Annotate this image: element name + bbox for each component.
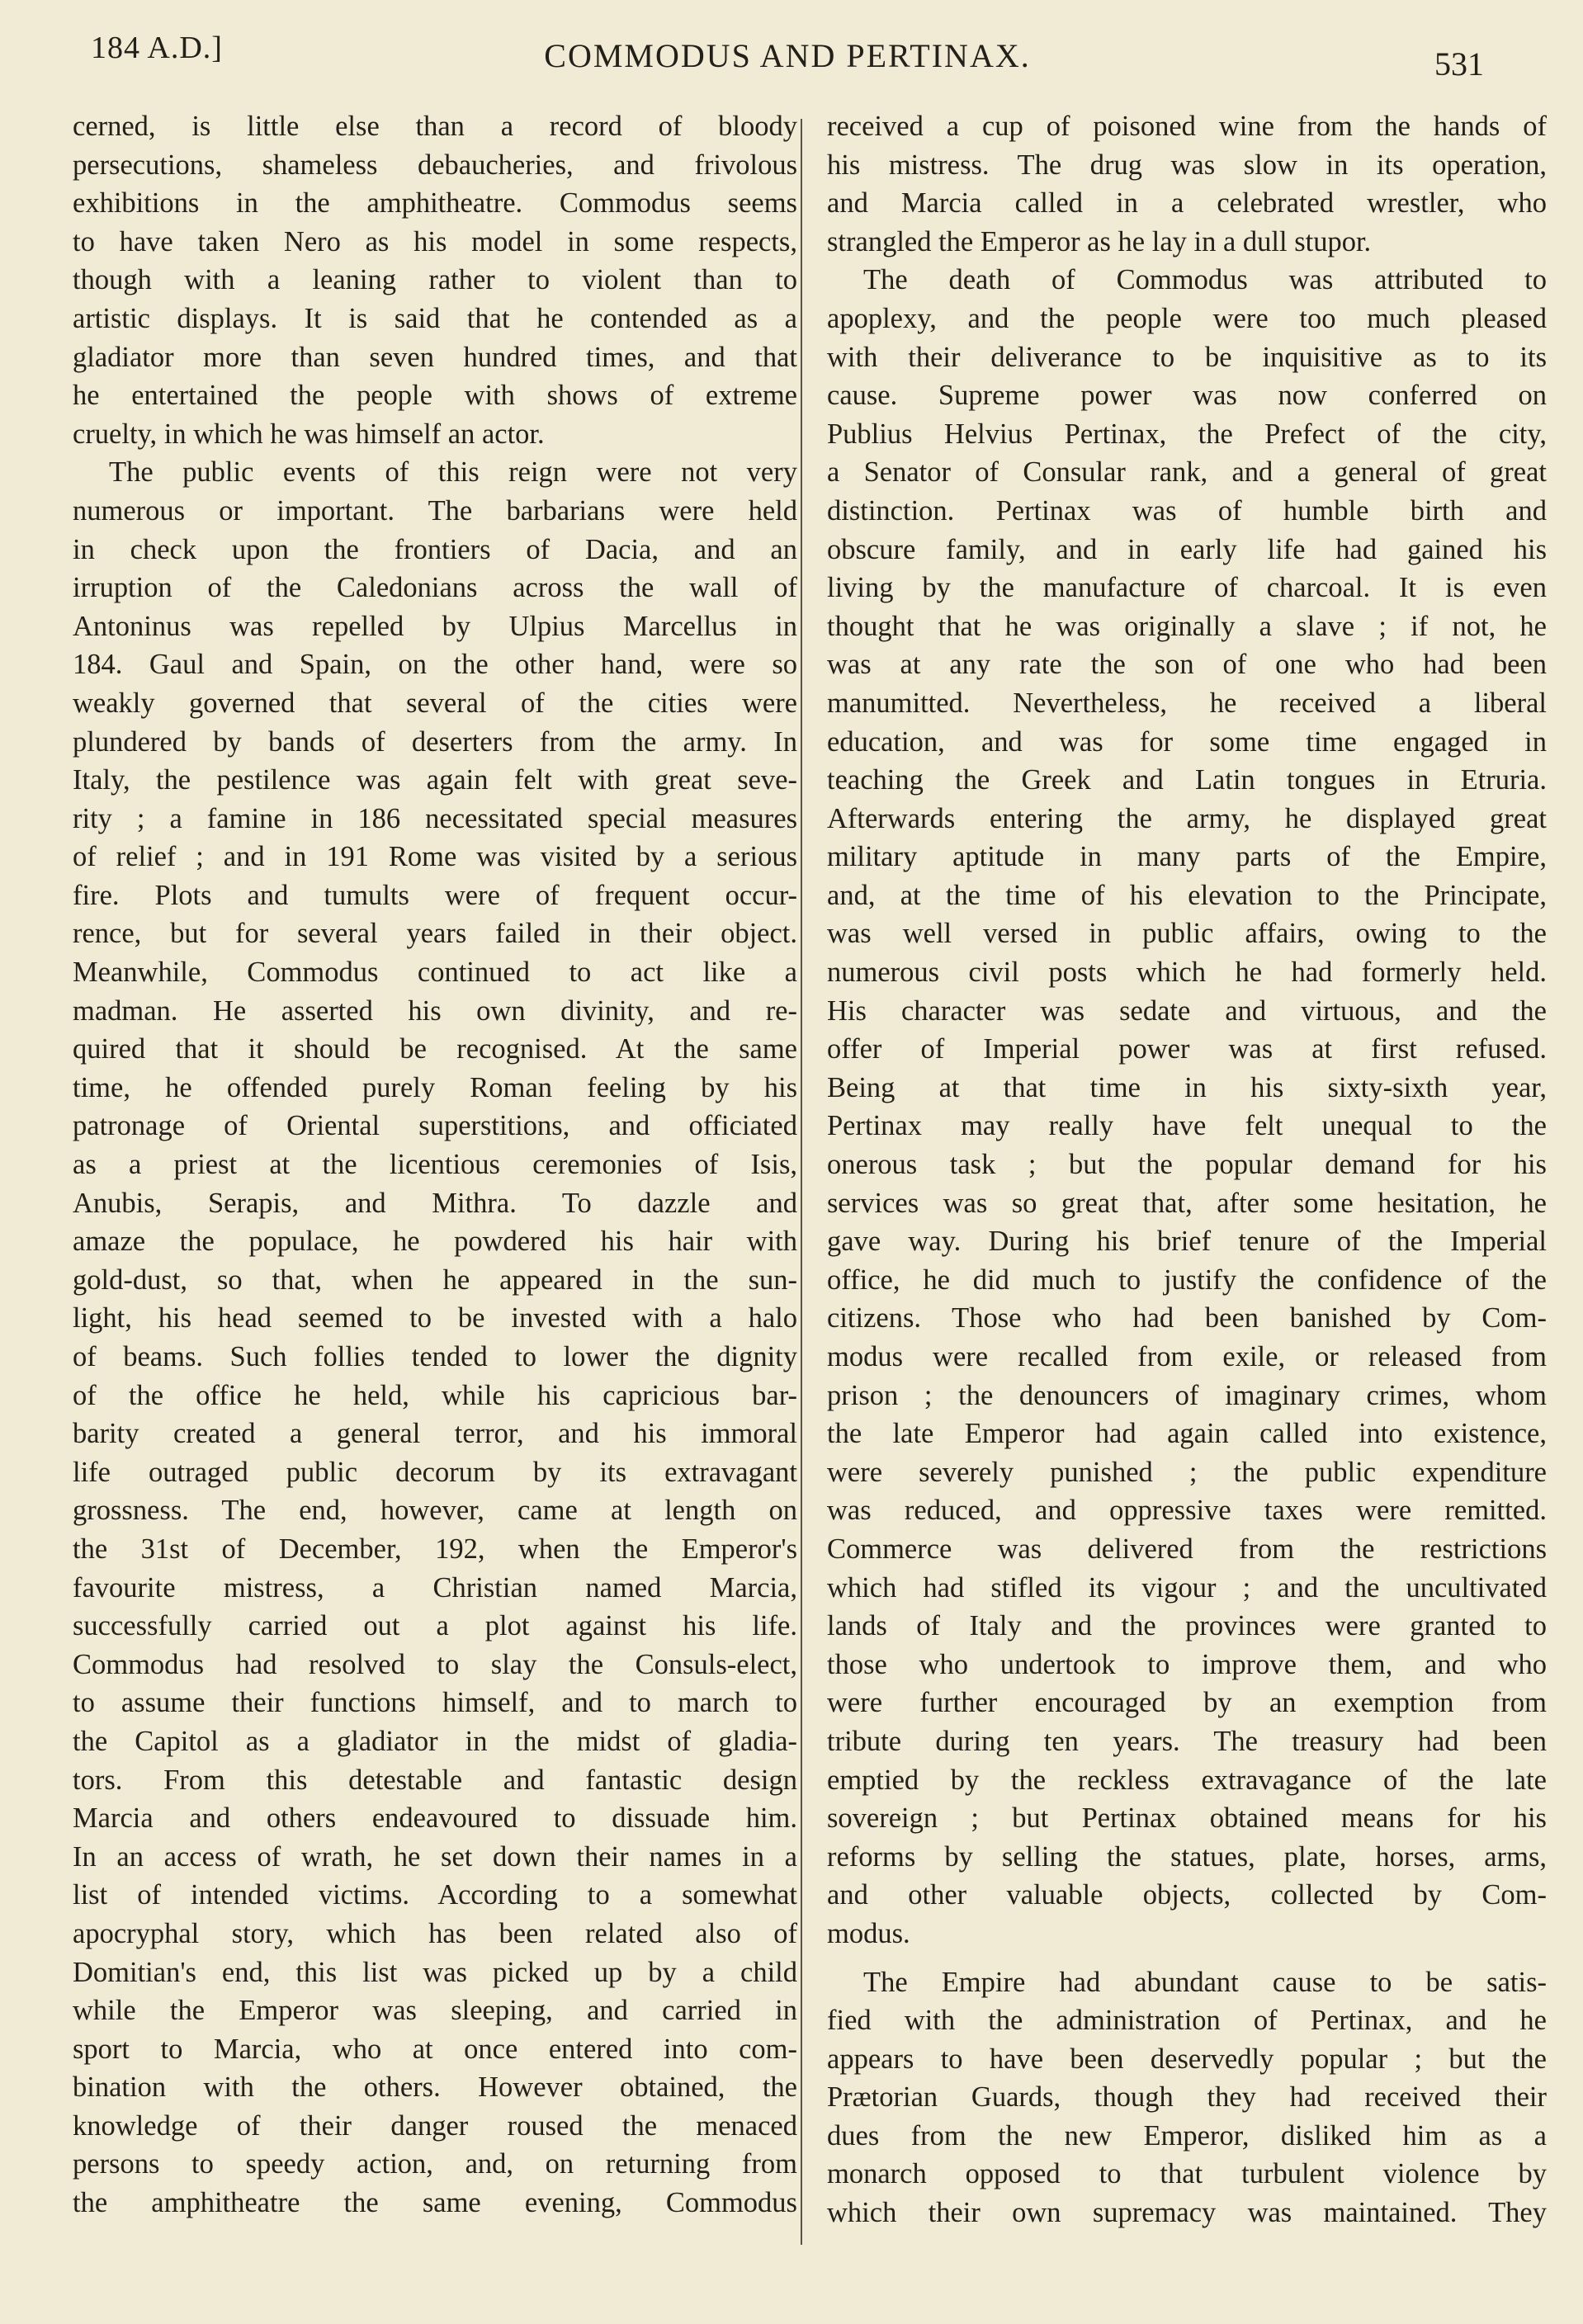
running-head-date: 184 A.D.] bbox=[91, 31, 223, 65]
text-line: Being at that time in his sixty-sixth year, bbox=[827, 1071, 1547, 1103]
text-line: and Marcia called in a celebrated wrestler, who bbox=[827, 187, 1547, 220]
text-line: of relief ; and in 191 Rome was visited by a serious bbox=[73, 841, 797, 873]
text-line: plundered by bands of deserters from the army. In bbox=[73, 725, 797, 758]
text-line: exhibitions in the amphitheatre. Commodus seems bbox=[73, 187, 797, 220]
text-line: gold-dust, so that, when he appeared in the sun- bbox=[73, 1264, 797, 1296]
text-line: Meanwhile, Commodus continued to act like a bbox=[73, 957, 797, 989]
text-line: of beams. Such follies tended to lower the dignity bbox=[73, 1341, 797, 1372]
text-line: amaze the populace, he powdered his hair with bbox=[73, 1226, 797, 1258]
text-line: Pertinax may really have felt unequal to the bbox=[827, 1110, 1547, 1142]
text-line: cruelty, in which he was himself an actor. bbox=[73, 418, 545, 450]
text-line: reforms by selling the statues, plate, horses, arms, bbox=[827, 1840, 1547, 1873]
text-line: sport to Marcia, who at once entered into com- bbox=[73, 2033, 797, 2065]
text-line: apoplexy, and the people were too much pleased bbox=[827, 302, 1547, 334]
left-column bbox=[73, 107, 797, 2222]
text-line: teaching the Greek and Latin tongues in Etruria. bbox=[827, 764, 1547, 796]
text-line: cerned, is little else than a record of bloody bbox=[73, 111, 797, 142]
text-line: fire. Plots and tumults were of frequent occur- bbox=[73, 879, 797, 911]
text-line: patronage of Oriental superstitions, and officiated bbox=[73, 1110, 797, 1142]
text-line: monarch opposed to that turbulent violence by bbox=[827, 2158, 1547, 2190]
text-line: modus. bbox=[827, 1917, 910, 1949]
text-line: onerous task ; but the popular demand for his bbox=[827, 1149, 1547, 1181]
text-line: thought that he was originally a slave ; if not, he bbox=[827, 610, 1547, 642]
text-line: Commodus had resolved to slay the Consuls-elect, bbox=[73, 1648, 797, 1680]
text-line: living by the manufacture of charcoal. It is even bbox=[827, 572, 1547, 604]
text-line: gave way. During his brief tenure of the Imperial bbox=[827, 1226, 1547, 1258]
text-line: Prætorian Guards, though they had received their bbox=[827, 2081, 1547, 2114]
text-line: Commerce was delivered from the restrictions bbox=[827, 1533, 1547, 1565]
text-line: services was so great that, after some hesitation, he bbox=[827, 1187, 1547, 1219]
text-line: irruption of the Caledonians across the wall of bbox=[73, 572, 797, 604]
text-line: Publius Helvius Pertinax, the Prefect of the city, bbox=[827, 418, 1547, 450]
text-line: Antoninus was repelled by Ulpius Marcellus in bbox=[73, 610, 797, 642]
text-line: numerous civil posts which he had formerly held. bbox=[827, 957, 1547, 989]
text-line: which their own supremacy was maintained. They bbox=[827, 2197, 1547, 2229]
text-line: in check upon the frontiers of Dacia, and an bbox=[73, 533, 797, 565]
text-line: the 31st of December, 192, when the Emperor's bbox=[73, 1533, 797, 1565]
text-line: persecutions, shameless debaucheries, and frivolous bbox=[73, 149, 797, 181]
text-line: as a priest at the licentious ceremonies of Isis, bbox=[73, 1149, 797, 1181]
text-line: The public events of this reign were not very bbox=[109, 456, 797, 489]
text-line: tribute during ten years. The treasury had been bbox=[827, 1725, 1547, 1757]
text-line: with their deliverance to be inquisitive as to its bbox=[827, 341, 1547, 373]
text-line: education, and was for some time engaged in bbox=[827, 725, 1547, 758]
text-line: rence, but for several years failed in their object. bbox=[73, 918, 797, 950]
text-line: Domitian's end, this list was picked up by a child bbox=[73, 1956, 797, 1988]
text-line: to have taken Nero as his model in some respects, bbox=[73, 225, 797, 257]
text-line: fied with the administration of Pertinax, and he bbox=[827, 2005, 1547, 2037]
running-head-title: COMMODUS AND PERTINAX. bbox=[544, 37, 1031, 74]
text-line: knowledge of their danger roused the menaced bbox=[73, 2109, 797, 2142]
text-line: was reduced, and oppressive taxes were remitted. bbox=[827, 1495, 1547, 1527]
text-line: office, he did much to justify the confidence of the bbox=[827, 1264, 1547, 1296]
text-line: his mistress. The drug was slow in its operation, bbox=[827, 149, 1547, 181]
text-line: the late Emperor had again called into existence, bbox=[827, 1418, 1547, 1450]
text-line: In an access of wrath, he set down their names in a bbox=[73, 1840, 797, 1873]
text-line: list of intended victims. According to a somewhat bbox=[73, 1879, 797, 1911]
text-line: tors. From this detestable and fantastic design bbox=[73, 1764, 797, 1796]
text-line: light, his head seemed to be invested with a halo bbox=[73, 1302, 797, 1334]
text-line: cause. Supreme power was now conferred on bbox=[827, 380, 1547, 412]
text-line: life outraged public decorum by its extravagant bbox=[73, 1456, 797, 1488]
page-number: 531 bbox=[1434, 45, 1484, 83]
text-line: were further encouraged by an exemption from bbox=[827, 1687, 1547, 1719]
text-line: time, he offended purely Roman feeling by his bbox=[73, 1071, 797, 1103]
text-line: His character was sedate and virtuous, and the bbox=[827, 994, 1547, 1027]
text-line: The death of Commodus was attributed to bbox=[863, 264, 1547, 296]
text-line: a Senator of Consular rank, and a general of great bbox=[827, 456, 1547, 489]
text-line: favourite mistress, a Christian named Marcia, bbox=[73, 1571, 797, 1604]
text-line: persons to speedy action, and, on returning from bbox=[73, 2148, 797, 2180]
text-line: lands of Italy and the provinces were granted to bbox=[827, 1610, 1547, 1642]
text-line: distinction. Pertinax was of humble birth and bbox=[827, 494, 1547, 527]
text-line: Afterwards entering the army, he displayed great bbox=[827, 802, 1547, 834]
right-column bbox=[827, 107, 1547, 2232]
text-line: grossness. The end, however, came at length on bbox=[73, 1495, 797, 1527]
text-line: were severely punished ; the public expenditure bbox=[827, 1456, 1547, 1488]
text-line: sovereign ; but Pertinax obtained means for his bbox=[827, 1802, 1547, 1835]
text-line: citizens. Those who had been banished by Com- bbox=[827, 1302, 1547, 1334]
text-line: military aptitude in many parts of the Empire, bbox=[827, 841, 1547, 873]
paragraph-gap bbox=[827, 1953, 1547, 1963]
text-line: weakly governed that several of the cities were bbox=[73, 687, 797, 719]
column-divider bbox=[801, 119, 802, 2245]
text-line: though with a leaning rather to violent than to bbox=[73, 264, 797, 296]
text-line: appears to have been deservedly popular ; but the bbox=[827, 2043, 1547, 2075]
text-line: Anubis, Serapis, and Mithra. To dazzle and bbox=[73, 1187, 797, 1219]
text-line: those who undertook to improve them, and who bbox=[827, 1648, 1547, 1680]
text-line: artistic displays. It is said that he contended as a bbox=[73, 302, 797, 334]
text-line: modus were recalled from exile, or released from bbox=[827, 1341, 1547, 1372]
text-line: he entertained the people with shows of extreme bbox=[73, 380, 797, 412]
text-line: emptied by the reckless extravagance of the late bbox=[827, 1764, 1547, 1796]
text-line: while the Emperor was sleeping, and carried in bbox=[73, 1995, 797, 2027]
text-line: and other valuable objects, collected by Com- bbox=[827, 1879, 1547, 1911]
text-line: The Empire had abundant cause to be satis- bbox=[863, 1966, 1547, 1998]
text-line: strangled the Emperor as he lay in a dull stupor. bbox=[827, 225, 1372, 257]
text-line: barity created a general terror, and his immoral bbox=[73, 1418, 797, 1450]
text-line: Marcia and others endeavoured to dissuade him. bbox=[73, 1802, 797, 1835]
text-line: received a cup of poisoned wine from the hands of bbox=[827, 111, 1547, 142]
text-line: to assume their functions himself, and to march to bbox=[73, 1687, 797, 1719]
text-line: gladiator more than seven hundred times, and that bbox=[73, 341, 797, 373]
text-line: was well versed in public affairs, owing to the bbox=[827, 918, 1547, 950]
text-line: manumitted. Nevertheless, he received a liberal bbox=[827, 687, 1547, 719]
page-header bbox=[91, 30, 1484, 87]
text-line: successfully carried out a plot against his life. bbox=[73, 1610, 797, 1642]
text-line: numerous or important. The barbarians were held bbox=[73, 494, 797, 527]
text-line: bination with the others. However obtained, the bbox=[73, 2071, 797, 2104]
text-line: the Capitol as a gladiator in the midst of gladia- bbox=[73, 1725, 797, 1757]
text-line: madman. He asserted his own divinity, and re- bbox=[73, 994, 797, 1027]
text-line: apocryphal story, which has been related also of bbox=[73, 1917, 797, 1949]
text-line: the amphitheatre the same evening, Commodus bbox=[73, 2187, 797, 2219]
text-line: and, at the time of his elevation to the Principate, bbox=[827, 879, 1547, 911]
text-line: which had stifled its vigour ; and the uncultivated bbox=[827, 1571, 1547, 1604]
text-line: offer of Imperial power was at first refused. bbox=[827, 1033, 1547, 1065]
text-line: 184. Gaul and Spain, on the other hand, were so bbox=[73, 649, 797, 681]
text-line: was at any rate the son of one who had been bbox=[827, 649, 1547, 681]
text-line: quired that it should be recognised. At the same bbox=[73, 1033, 797, 1065]
text-line: obscure family, and in early life had gained his bbox=[827, 533, 1547, 565]
text-line: of the office he held, while his capricious bar- bbox=[73, 1379, 797, 1411]
text-line: Italy, the pestilence was again felt with great seve- bbox=[73, 764, 797, 796]
text-line: prison ; the denouncers of imaginary crimes, whom bbox=[827, 1379, 1547, 1411]
text-line: dues from the new Emperor, disliked him as a bbox=[827, 2119, 1547, 2152]
text-line: rity ; a famine in 186 necessitated special measures bbox=[73, 802, 797, 834]
